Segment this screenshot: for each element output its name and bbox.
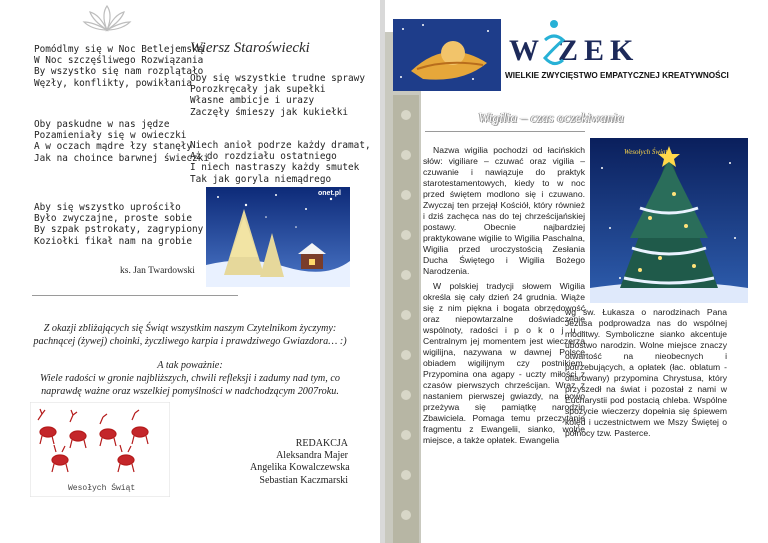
left-page	[0, 0, 380, 543]
poem-title: Wiersz Staroświecki	[190, 40, 310, 56]
tree-caption: Wesołych Świąt	[624, 148, 668, 156]
article-column-2: wg św. Łukasza o narodzinach Pana Jezusa podprowadza nas do wspólnej modlitwy. Symboliczne sianko akcentuje ubóstwo narodzin. Wolne miejsce znaczy otwartość na nieobecnych i potrzebujących, a opłatek (łac. oblatum - ofiarowany) przypomina Chrystusa, który przyszedł na świat i pozostał z nami w Eucharystii pod postacią chleba. Wspólne spożycie wieczerzy dopełnia się śpiewem kolęd i uczestnictwem we Mszy Świętej o północy tzw. Pasterce.	[565, 307, 727, 438]
magazine-logo: W ZEK	[509, 34, 640, 67]
card-caption: Wesołych Świąt	[68, 484, 136, 493]
poem-stanza-5: Aby się wszystko uprościło Było zwyczajne, proste sobie By szpak pstrokaty, zagrypiony Koziołki fikał nam na grobie	[34, 202, 204, 247]
flower-ornament-icon	[82, 4, 132, 32]
article-paragraph: W polskiej tradycji słowem Wigilia określa się cały dzień 24 grudnia. Wiąże się z nim piękna i bogata obrzędowość oraz niepowtarzalne doświadczenie wspólnoty, radości i p o k o j u . Centralnym jej momentem jest wieczerza wigilijna, nazywana w dawnej Polsce obiadem wigilijnym czy postnikiem. Przypomina ona agapy - uczty miłości z czasów pierwszych chrześcijan. Wraz z nastaniem pierwszej gwiazdy, na nowo przeżywa się pamiątkę narodzin Zbawiciela. Pomaga temu przeczytanie fragmentu z Ewangelii, sianko, wolne miejsce, a także opłatek. Ewangelia	[423, 281, 585, 445]
poem-stanza-1: Pomódlmy się w Noc Betlejemską W Noc szczęśliwego Rozwiązania By wszystko się nam rozplątało Węzły, konflikty, powikłania	[34, 44, 204, 89]
poem-stanza-2: Oby się wszystkie trudne sprawy Porozkręcały jak supełki Własne ambicje i urazy Zaczęły śmieszy jak kukiełki	[190, 73, 365, 118]
divider	[32, 295, 238, 296]
christmas-tree-image	[590, 138, 748, 303]
title-divider	[425, 131, 585, 132]
winter-landscape-image	[206, 187, 350, 287]
poem-signature: ks. Jan Twardowski	[120, 266, 195, 276]
pattern-stripe	[393, 95, 419, 543]
sleeping-baby-image	[393, 19, 501, 91]
greeting-text: Z okazji zbliżających się Świąt wszystkim naszym Czytelnikom życzymy: pachnącej (żywej) choinki, życzliwego karpia i prawdziwego Gwiazdora… :)	[33, 323, 347, 347]
reindeer-card-image	[30, 402, 170, 497]
serious-heading: A tak poważnie:	[157, 360, 223, 371]
serious-text: Wiele radości w gronie najbliższych, chwili refleksji i zadumy nad tym, co naprawdę ważne oraz wszelkiej pomyślności w nadchodzącym 2007roku.	[39, 373, 341, 397]
image-watermark: onet.pl	[318, 190, 341, 197]
article-title: Wigilia – czas oczekiwania	[478, 110, 624, 125]
poem-stanza-4: Niech anioł podrze każdy dramat, Aż do rozdziału ostatniego I niech nastraszy każdy smutek Tak jak goryla niemądrego	[190, 140, 371, 185]
editorial-team: REDAKCJA Aleksandra Majer Angelika Kowalczewska Sebastian Kaczmarski	[250, 438, 350, 486]
article-paragraph: Nazwa wigilia pochodzi od łacińskich słów: vigiliare – czuwać oraz vigilia – czuwanie i nawiązuje do praktyk starotestamentowych, kiedy to w noc przed świętem modlono się i czuwano. Zwyczaj ten przejął Kościół, który również i dziś zachęca nas do tej chrześcijańskiej postawy. Obecnie najbardziej praktykowane wigilie to Wigilia Paschalna, Wigilia przed uroczystością Zesłania Ducha Świętego i Wigilia Bożego Narodzenia.	[423, 145, 585, 276]
poem-stanza-3: Oby paskudne w nas jędze Pozamieniały się w owieczki A w oczach mądre łzy stanęły Jak na choince barwnej świeczki	[34, 119, 209, 164]
logo-swirl-icon	[539, 18, 569, 70]
right-page	[385, 0, 768, 543]
article-column-1	[423, 145, 585, 446]
magazine-subtitle: WIELKIE ZWYCIĘSTWO EMPATYCZNEJ KREATYWNOŚCI	[505, 71, 729, 80]
